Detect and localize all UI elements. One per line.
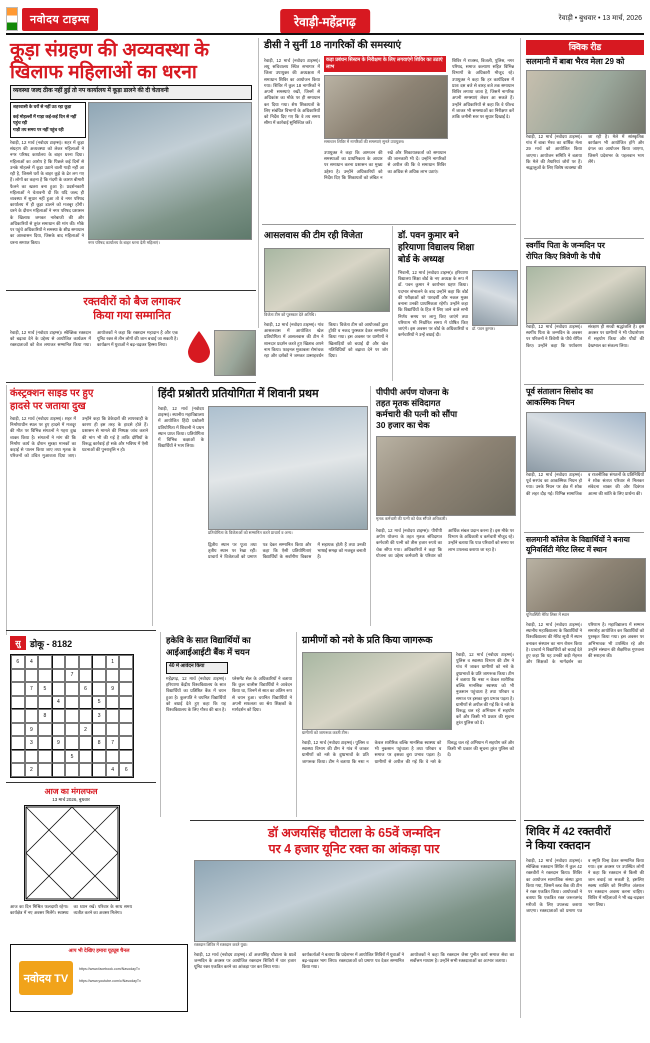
blood-body: रेवाड़ी, 12 मार्च (नवोदय टाइम्स)। स्वैच्छिक रक्तदान को बढ़ावा देने के उद्देश्य से आयोजित कार्यक्रम में रक्तदाताओं को बैज लगाकर सम्मानित किया गया। आयोजकों ने कहा कि रक्तदान महादान है और एक यूनिट रक्त से तीन लोगों की जान बचाई जा सकती है। कार्यक्रम में युवाओं ने बढ़-चढ़कर हिस्सा लिया। (10, 330, 178, 348)
divider (190, 820, 516, 821)
ppp-body: रेवाड़ी, 12 मार्च (नवोदय टाइम्स)। पीपीपी अर्पण योजना के तहत मृतक संविदागत कर्मचारी की पत्नी को तीस हजार रुपये का चेक सौंपा गया। अधिकारियों ने कहा कि योजना का उद्देश्य कर्मचारी के परिवार को आर्थिक संबल प्रदान करना है। इस मौके पर विभाग के अधिकारी व कर्मचारी मौजूद रहे। उन्होंने बताया कि पात्र परिवारों को समय पर लाभ उपलब्ध कराया जा रहा है। (376, 528, 514, 558)
dc-headline: डीसी ने सुनीं 18 नागरिकों की समस्याएं (264, 40, 402, 51)
chautala-headline-2: पर 4 हजार यूनिट रक्त का आंकड़ा पार (268, 842, 440, 856)
divider (262, 224, 516, 225)
ad-facebook-link[interactable]: https://www.facebook.com/NavodayTv (79, 967, 140, 971)
sudoku-cell[interactable] (38, 723, 52, 737)
masthead (6, 6, 644, 32)
chautala-body-left: रेवाड़ी, 12 मार्च (नवोदय टाइम्स)। डॉ अजयसिंह चौटाला के 65वें जन्मदिन के अवसर पर आयोजित रक्तदान शिविरों में चार हजार यूनिट रक्त एकत्रित करने का आंकड़ा पार कर लिया गया। (194, 952, 296, 970)
sudoku-cell[interactable] (38, 696, 52, 710)
dc-right-body: शिविर में राजस्व, बिजली, पुलिस, नगर परिषद, समाज कल्याण सहित विभिन्न विभागों के अधिकारी मौजूद रहे। उपायुक्त ने कहा कि हर कार्यदिवस में प्रातः दस बजे से बारह बजे तक समाधान शिविर लगाया जाता है, जिसमें नागरिक अपनी समस्याएं लेकर आ सकते हैं। उन्होंने अधिकारियों से कहा कि वे फील्ड में जाकर भी समस्याओं का निरीक्षण करें ताकि जमीनी स्तर पर सुधार दिखाई दे। (452, 58, 514, 119)
sudoku-cell[interactable]: 9 (52, 736, 66, 750)
divider (152, 386, 153, 626)
sudoku-cell[interactable]: 5 (65, 750, 79, 764)
dc-lead-body: रेवाड़ी, 12 मार्च (नवोदय टाइम्स)। लघु सचिवालय स्थित सभागार में जिला उपायुक्त की अध्यक्षता में समाधान शिविर का आयोजन किया गया। शिविर में कुल 18 नागरिकों ने अपनी समस्याएं रखीं, जिनमें से अधिकांश का मौके पर ही समाधान कर दिया गया। शेष शिकायतों के लिए संबंधित विभागों के अधिकारियों को निर्देश दिए गए कि वे तय समय सीमा में कार्रवाई सुनिश्चित करें। (264, 58, 320, 126)
sudoku-cell[interactable] (92, 655, 106, 669)
lead-bullet-1: कई मोहल्लों में गाड़ा कई-कई दिन से नहीं पहुंच रही (13, 114, 77, 125)
ad-box[interactable] (10, 944, 188, 1012)
sudoku-cell[interactable] (79, 709, 93, 723)
sudoku-cell[interactable] (106, 669, 120, 683)
nasha-photo-caption: ग्रामीणों को जागरूक करती टीम। (302, 730, 349, 735)
awareness-drive-photo (302, 652, 452, 730)
sudoku-cell[interactable] (106, 723, 120, 737)
divider (258, 38, 259, 328)
sudoku-cell[interactable] (106, 709, 120, 723)
ad-line1: आप भी देखिए हमारा यूट्यूब चैनल (68, 948, 130, 954)
nasha-body: रेवाड़ी, 12 मार्च (नवोदय टाइम्स)। पुलिस व स्वास्थ्य विभाग की टीम ने गांव में जाकर ग्रामीणों को नशे के दुष्प्रभावों के प्रति जागरूक किया। टीम ने बताया कि नशा न केवल शारीरिक बल्कि मानसिक स्वास्थ्य को भी नुकसान पहुंचाता है तथा परिवार व समाज पर इसका बुरा प्रभाव पड़ता है। ग्रामीणों से अपील की गई कि वे नशे के विरुद्ध चल रहे अभियान में सहयोग करें और किसी भी प्रकार की सूचना तुरंत पुलिस को दें। (302, 740, 514, 764)
quick-read-title: क्विक रीड (526, 40, 644, 55)
divider (6, 385, 7, 635)
nasha-headline: ग्रामीणों को नशे के प्रति किया जागरूक (302, 635, 433, 646)
horoscope-body: आज का दिन मिश्रित फलदायी रहेगा। कार्यक्षेत्र में नए अवसर मिलेंगे। स्वास्थ्य का ध्यान रखें। परिवार के साथ समय व्यतीत करने का अवसर मिलेगा। (10, 904, 132, 916)
qr-2-body: रेवाड़ी, 12 मार्च (नवोदय टाइम्स)। पूर्व सरपंच का आकस्मिक निधन हो गया। उनके निधन पर क्षेत्र में शोक की लहर दौड़ गई। विभिन्न सामाजिक व राजनीतिक संगठनों के प्रतिनिधियों ने शोक संतप्त परिवार से मिलकर संवेदना व्यक्त की और दिवंगत आत्मा की शांति के लिए प्रार्थना की। (526, 472, 644, 496)
sudoku-cell[interactable]: 5 (38, 682, 52, 696)
sudoku-cell[interactable] (119, 723, 133, 737)
construction-body: रेवाड़ी, 12 मार्च (नवोदय टाइम्स)। शहर में निर्माणाधीन स्थल पर हुए हादसे में मजदूर की मौत पर विभिन्न संगठनों ने गहरा दुख व्यक्त किया है। संगठनों ने मांग की कि निर्माण कार्य के दौरान सुरक्षा मानकों का कड़ाई से पालन किया जाए तथा मृतक के परिजनों को उचित मुआवजा दिया जाए। उन्होंने कहा कि ठेकेदारों की लापरवाही के कारण ही इस तरह के हादसे होते हैं। प्रशासन से मामले की निष्पक्ष जांच कराने की मांग भी की गई है ताकि दोषियों के विरुद्ध कार्रवाई हो सके और भविष्य में ऐसी घटनाओं की पुनरावृत्ति न हो। (10, 416, 148, 459)
sudoku-cell[interactable] (79, 750, 93, 764)
blood-headline-1: रक्तवीरों को बैज लगाकर (83, 296, 181, 308)
sudoku-badge: सु (10, 636, 26, 650)
sudoku-cell[interactable] (11, 696, 25, 710)
chautala-photo-caption: रक्तदान शिविर में रक्तदान करते युवा। (194, 942, 248, 947)
divider (524, 532, 644, 533)
sudoku-cell[interactable] (11, 682, 25, 696)
qr-3-headline-1: सलमानी कॉलेज के विद्यार्थियों ने बनाया (526, 535, 630, 544)
sudoku-cell[interactable] (65, 736, 79, 750)
sudoku-cell[interactable]: 9 (25, 723, 39, 737)
divider (524, 238, 644, 239)
masthead-rule (6, 33, 644, 35)
sudoku-cell[interactable] (52, 682, 66, 696)
qr-2-headline-2: आकस्मिक निधन (526, 398, 575, 407)
sudoku-cell[interactable] (52, 750, 66, 764)
hakevi-headline-1: हकेवि के सात विद्यार्थियों का (166, 635, 251, 645)
nasha-body-side: रेवाड़ी, 12 मार्च (नवोदय टाइम्स)। पुलिस व स्वास्थ्य विभाग की टीम ने गांव में जाकर ग्रामीणों को नशे के दुष्प्रभावों के प्रति जागरूक किया। टीम ने बताया कि नशा न केवल शारीरिक बल्कि मानसिक स्वास्थ्य को भी नुकसान पहुंचाता है तथा परिवार व समाज पर इसका बुरा प्रभाव पड़ता है। ग्रामीणों से अपील की गई कि वे नशे के विरुद्ध चल रहे अभियान में सहयोग करें और किसी भी प्रकार की सूचना तुरंत पुलिस को दें। (456, 652, 514, 726)
chautala-body-mid: कार्यकर्ताओं ने बताया कि प्रदेशभर में आयोजित शिविरों में युवाओं ने बढ़-चढ़कर भाग लिया। रक्तदाताओं को प्रमाण पत्र देकर सम्मानित किया गया। (302, 952, 405, 970)
lead-subhead: व्यवस्था जल्द ठीक नहीं हुई तो नप कार्यालय में कूड़ा डालने की दी चेतावनी (13, 88, 169, 94)
sudoku-cell[interactable] (119, 655, 133, 669)
sudoku-cell[interactable] (119, 682, 133, 696)
sudoku-cell[interactable]: 4 (25, 655, 39, 669)
sudoku-cell[interactable] (11, 763, 25, 777)
sudoku-cell[interactable] (79, 763, 93, 777)
kavita-body: रेवाड़ी, 12 मार्च (नवोदय टाइम्स)। गांव आसलवास में आयोजित खेल प्रतियोगिता में आसलवास की टीम ने शानदार प्रदर्शन करते हुए खिताब अपने नाम किया। फाइनल मुकाबला रोमांचक रहा और दर्शकों ने जमकर उत्साहवर्धन किया। विजेता टीम को आयोजकों द्वारा ट्रॉफी व नकद पुरस्कार देकर सम्मानित किया गया। इस अवसर पर ग्रामीणों ने खिलाड़ियों को बधाई दी और खेल गतिविधियों को बढ़ावा देने पर जोर दिया। (264, 322, 388, 359)
shivir-headline-2: ने किया रक्तदान (526, 840, 591, 852)
dc-box-body: उपायुक्त ने कहा कि आमजन की समस्याओं का प्राथमिकता के आधार पर समाधान करना प्रशासन का मुख्य उद्देश्य है। उन्होंने अधिकारियों को निर्देश दिए कि शिकायतों को लंबित न रखें और शिकायतकर्ता को समाधान की जानकारी भी दें। उन्होंने नागरिकों से अपील की कि वे समाधान शिविर का अधिक से अधिक लाभ उठाएं। (324, 150, 446, 180)
sudoku-cell[interactable] (92, 682, 106, 696)
lead-body: रेवाड़ी, 12 मार्च (नवोदय टाइम्स)। शहर में कूड़ा संग्रहण की अव्यवस्था को लेकर महिलाओं ने नगर परिषद कार्यालय के बाहर धरना दिया। महिलाओं का आरोप है कि पिछले कई दिनों से उनके मोहल्ले में कूड़ा उठाने वाली गाड़ी नहीं आ रही है, जिससे घरों के बाहर कूड़े के ढेर लग गए हैं। लोगों का कहना है कि गंदगी के कारण बीमारी फैलने का खतरा बना हुआ है। प्रदर्शनकारी महिलाओं ने चेतावनी दी कि यदि जल्द ही व्यवस्था में सुधार नहीं हुआ तो वे नगर परिषद कार्यालय में ही कूड़ा डालने को मजबूर होंगी। धरने के दौरान महिलाओं ने नगर परिषद प्रशासन के खिलाफ जमकर नारेबाजी की और अधिकारियों से तुरंत समाधान की मांग की। मौके पर पहुंचे अधिकारियों ने समस्या के शीघ्र समाधान का आश्वासन दिया, जिसके बाद महिलाओं ने धरना समाप्त किया। (10, 140, 84, 245)
sudoku-cell[interactable] (106, 750, 120, 764)
kavita-headline: आसलवास की टीम रही विजेता (264, 230, 363, 240)
hindi-contest-headline: हिंदी प्रश्नोतरी प्रतियोगिता में शिवानी प्रथम (158, 388, 319, 400)
dc-photo-caption: समाधान शिविर में नागरिकों की समस्याएं सुनते उपायुक्त। (324, 139, 405, 144)
blood-drop-icon (186, 330, 212, 364)
sudoku-cell[interactable]: 3 (92, 709, 106, 723)
horoscope-title: आज का मंगलफल (44, 787, 98, 796)
sudoku-cell[interactable] (119, 696, 133, 710)
ad-brand: नवोदय TV (23, 972, 69, 985)
construction-headline-1: कंस्ट्रक्शन साइड पर हुए (10, 388, 94, 399)
divider (6, 382, 256, 383)
sudoku-cell[interactable] (25, 709, 39, 723)
qr-0-body: रेवाड़ी, 12 मार्च (नवोदय टाइम्स)। गांव में बाबा भैरव का वार्षिक मेला 29 मार्च को आयोजित किया जाएगा। आयोजन समिति ने बताया कि मेले की तैयारियां जोरों पर हैं। श्रद्धालुओं के लिए विशेष व्यवस्था की जा रही है। मेले में सांस्कृतिक कार्यक्रम भी आयोजित होंगे और दंगल का आयोजन किया जाएगा, जिसमें प्रदेशभर के पहलवान भाग लेंगे। (526, 134, 644, 171)
qr-3-body: रेवाड़ी, 12 मार्च (नवोदय टाइम्स)। स्थानीय महाविद्यालय के विद्यार्थियों ने विश्वविद्यालय की मेरिट सूची में स्थान बनाकर संस्थान का नाम रोशन किया है। प्राचार्य ने विद्यार्थियों को बधाई देते हुए कहा कि यह उनकी कड़ी मेहनत और शिक्षकों के मार्गदर्शन का परिणाम है। महाविद्यालय में सम्मान समारोह आयोजित कर विद्यार्थियों को पुरस्कृत किया गया। इस अवसर पर अभिभावक भी उपस्थित रहे और उन्होंने संस्थान की शैक्षणिक गुणवत्ता की सराहना की। (526, 622, 644, 665)
sudoku-cell[interactable] (65, 723, 79, 737)
sudoku-cell[interactable] (92, 763, 106, 777)
sudoku-cell[interactable] (52, 723, 66, 737)
divider (370, 386, 371, 626)
navoday-tv-logo-icon (19, 961, 73, 995)
blood-camp-photo (194, 860, 516, 942)
pawan-headline-2: हरियाणा विद्यालय शिक्षा (398, 242, 475, 252)
divider (296, 632, 297, 817)
sudoku-cell[interactable] (79, 696, 93, 710)
hakevi-headline-2: आईआईआईटी बैंक में चयन (166, 647, 250, 657)
sudoku-cell[interactable] (79, 669, 93, 683)
qr-3-caption: यूनिवर्सिटी मेरिट लिस्ट में स्थान (526, 612, 570, 617)
qr-1-body: रेवाड़ी, 12 मार्च (नवोदय टाइम्स)। स्वर्गीय पिता के जन्मदिन के अवसर पर परिजनों ने त्रिवेणी के पौधे रोपित किए। उन्होंने कहा कि पर्यावरण संरक्षण ही सच्ची श्रद्धांजलि है। इस अवसर पर ग्रामीणों ने भी पौधारोपण में सहयोग किया और पौधों की देखभाल का संकल्प लिया। (526, 324, 644, 348)
dr-pawan-kumar-photo (472, 270, 518, 326)
sudoku-cell[interactable] (11, 750, 25, 764)
chautala-headline-1: डॉ अजयसिंह चौटाला के 65वें जन्मदिन (267, 826, 441, 840)
edition-title: रेवाड़ी-महेंद्रगढ़ (280, 9, 370, 34)
ad-youtube-link[interactable]: https://www.youtube.com/c/NavodayTv (79, 979, 141, 983)
sudoku-cell[interactable] (106, 696, 120, 710)
sudoku-cell[interactable]: 6 (119, 763, 133, 777)
divider (520, 38, 521, 1018)
sudoku-cell[interactable] (11, 709, 25, 723)
qr-1-headline-1: स्वर्गीय पिता के जन्मदिन पर (526, 241, 605, 250)
sudoku-cell[interactable] (38, 655, 52, 669)
chautala-body-right: आयोजकों ने कहा कि रक्तदान जैसा पुनीत कार्य समाज सेवा का सर्वोत्तम माध्यम है। उन्होंने सभी रक्तदाताओं का आभार जताया। (410, 952, 514, 964)
lead-headline-2: खिलाफ महिलाओं का धरना (10, 62, 197, 83)
shivir-body: रेवाड़ी, 12 मार्च (नवोदय टाइम्स)। स्वैच्छिक रक्तदान शिविर में कुल 42 रक्तवीरों ने रक्तदान किया। शिविर का आयोजन सामाजिक संस्था द्वारा किया गया, जिसमें ब्लड बैंक की टीम ने रक्त एकत्रित किया। आयोजकों ने बताया कि एकत्रित रक्त जरूरतमंद मरीजों के लिए उपलब्ध कराया जाएगा। रक्तदाताओं को प्रमाण पत्र व स्मृति चिन्ह देकर सम्मानित किया गया। इस अवसर पर उपस्थित लोगों ने कहा कि रक्तदान से किसी की जान बचाई जा सकती है, इसलिए स्वस्थ व्यक्ति को नियमित अंतराल पर रक्तदान अवश्य करना चाहिए। शिविर में महिलाओं ने भी बढ़-चढ़कर भाग लिया। (526, 858, 644, 913)
sudoku-cell[interactable] (52, 669, 66, 683)
sudoku-cell[interactable]: 6 (11, 655, 25, 669)
sudoku-cell[interactable]: 1 (106, 655, 120, 669)
newspaper-logo: नवोदय टाइम्स (22, 8, 98, 31)
lead-bullet-2: गाड़ी तय समय पर नहीं पहुंच रही (13, 127, 64, 132)
sudoku-cell[interactable]: 2 (25, 763, 39, 777)
hindi-contest-body-right: द्वितीय स्थान पर पूजा तथा तृतीय स्थान पर रेखा रहीं। प्राचार्य ने विजेताओं को प्रमाण पत्र देकर सम्मानित किया और कहा कि ऐसी प्रतियोगिताएं विद्यार्थियों के सर्वांगीण विकास में सहायक होती हैं तथा उनकी भाषाई समझ को मजबूत बनाती हैं। (208, 542, 366, 560)
lead-bullet-0: शहरवासी के घरों से नहीं उठ रहा कूड़ा (13, 104, 72, 109)
sudoku-cell[interactable]: 2 (79, 723, 93, 737)
pawan-headline-3: बोर्ड के अध्यक्ष (398, 254, 445, 264)
pawan-body: भिवानी, 12 मार्च (नवोदय टाइम्स)। हरियाणा विद्यालय शिक्षा बोर्ड के नए अध्यक्ष के रूप में डॉ. पवन कुमार ने कार्यभार ग्रहण किया। पदभार संभालने के बाद उन्होंने कहा कि बोर्ड की परीक्षाओं को पारदर्शी और नकल मुक्त बनाना उनकी प्राथमिकता रहेगी। उन्होंने कहा कि विद्यार्थियों के हित में लिए जाने वाले सभी निर्णय समय पर लागू किए जाएंगे तथा परिणाम भी निर्धारित समय में घोषित किए जाएंगे। इस अवसर पर बोर्ड के अधिकारियों व कर्मचारियों ने उन्हें बधाई दी। (398, 270, 468, 338)
sudoku-cell[interactable] (92, 750, 106, 764)
divider (6, 630, 156, 631)
sudoku-cell[interactable]: 7 (65, 669, 79, 683)
sudoku-cell[interactable] (119, 750, 133, 764)
sudoku-cell[interactable] (79, 655, 93, 669)
divider (392, 226, 393, 381)
sudoku-cell[interactable] (38, 669, 52, 683)
women-protest-photo (88, 102, 252, 240)
sudoku-cell[interactable]: 7 (25, 682, 39, 696)
sudoku-cell[interactable] (38, 750, 52, 764)
sudoku-cell[interactable] (52, 655, 66, 669)
sudoku-cell[interactable] (65, 682, 79, 696)
qr-0-headline: सलमानी में बाबा भैरव मेला 29 को (526, 57, 625, 66)
hindi-contest-photo-caption: प्रतियोगिता के विजेताओं को सम्मानित करते प्राचार्य व अन्य। (208, 530, 293, 535)
sudoku-cell[interactable]: 8 (92, 736, 106, 750)
sudoku-cell[interactable] (65, 655, 79, 669)
sudoku-cell[interactable]: 9 (106, 682, 120, 696)
edition-date: रेवाड़ी • बुधवार • 13 मार्च, 2026 (558, 15, 642, 22)
sudoku-cell[interactable]: 4 (106, 763, 120, 777)
sudoku-cell[interactable] (92, 723, 106, 737)
qr-2-headline-1: पूर्व संतालान सिसोद का (526, 387, 594, 396)
hakevi-body: महेंद्रगढ़, 12 मार्च (नवोदय टाइम्स)। हरियाणा केंद्रीय विश्वविद्यालय के सात विद्यार्थियों का प्रतिष्ठित बैंक में चयन हुआ है। कुलपति ने चयनित विद्यार्थियों को बधाई देते हुए कहा कि यह विश्वविद्यालय के लिए गौरव की बात है। प्लेसमेंट सेल के अधिकारियों ने बताया कि कुल चालीस विद्यार्थियों ने आवेदन किया था, जिनमें से सात का अंतिम रूप से चयन हुआ। चयनित विद्यार्थियों ने अपनी सफलता का श्रेय शिक्षकों के मार्गदर्शन को दिया। (166, 676, 292, 713)
ppp-headline-3: कर्मचारी की पत्नी को सौंपा (376, 409, 458, 419)
pawan-headline-1: डॉ. पवन कुमार बने (398, 230, 459, 240)
sudoku-cell[interactable] (119, 709, 133, 723)
sudoku-cell[interactable]: 3 (25, 736, 39, 750)
sudoku-cell[interactable] (25, 696, 39, 710)
sudoku-cell[interactable]: 8 (38, 709, 52, 723)
sudoku-cell[interactable] (79, 736, 93, 750)
sudoku-cell[interactable] (92, 669, 106, 683)
india-flag-icon (6, 7, 18, 31)
sudoku-cell[interactable] (119, 669, 133, 683)
sudoku-cell[interactable]: 7 (106, 736, 120, 750)
construction-headline-2: हादसे पर जताया दुख (10, 401, 86, 412)
ppp-photo-caption: मृतक कर्मचारी की पत्नी को चेक सौंपते अधिकारी। (376, 516, 447, 521)
ppp-headline-1: पीपीपी अर्पण योजना के (376, 387, 449, 397)
kundli-chart (24, 805, 120, 901)
sudoku-cell[interactable] (11, 736, 25, 750)
lead-headline-1: कूड़ा संग्रहण की अव्यवस्था के (10, 40, 209, 61)
mela-photo (526, 70, 646, 134)
sudoku-cell[interactable] (65, 709, 79, 723)
sudoku-cell[interactable] (52, 709, 66, 723)
divider (160, 632, 161, 817)
kavita-photo-caption: विजेता टीम को पुरस्कार देते अतिथि। (264, 312, 316, 317)
hindi-contest-photo (208, 406, 368, 530)
qr-1-headline-2: रोपित किए त्रिवेणी के पौधे (526, 252, 601, 261)
sudoku-cell[interactable] (38, 736, 52, 750)
sudoku-cell[interactable]: 6 (79, 682, 93, 696)
dc-box-title: कड़ा प्रबंधन सिस्टम के निरीक्षण के लिए लगवाएंगे शिविर का उठाएं लाभ (326, 57, 443, 70)
plantation-photo (526, 266, 646, 324)
ppp-headline-2: तहत मृतक संविदागत (376, 398, 441, 408)
sudoku-cell[interactable]: 5 (92, 696, 106, 710)
sudoku-cell[interactable] (25, 669, 39, 683)
winning-team-photo (264, 248, 390, 312)
blood-headline-2: किया गया सम्मानित (93, 310, 171, 322)
sudoku-title: डोकू - 8182 (30, 639, 73, 649)
divider (524, 820, 644, 821)
divider (524, 384, 644, 385)
sudoku-cell[interactable] (52, 763, 66, 777)
dc-meeting-photo (324, 75, 448, 139)
sudoku-cell[interactable] (11, 723, 25, 737)
sudoku-cell[interactable] (25, 750, 39, 764)
pawan-photo-caption: डॉ. पवन कुमार। (472, 326, 495, 331)
divider (6, 782, 156, 783)
hakevi-subbox-label: 40 में आवेदन किया (169, 663, 205, 669)
sudoku-cell[interactable] (38, 763, 52, 777)
shivir-headline-1: शिविर में 42 रक्तवीरों (526, 826, 611, 838)
merit-students-photo (526, 558, 646, 612)
sudoku-cell[interactable] (65, 763, 79, 777)
sudoku-grid[interactable] (10, 654, 134, 778)
lead-photo-caption: नगर परिषद कार्यालय के बाहर धरना देती महिलाएं। (88, 240, 160, 245)
obituary-photo (526, 412, 646, 472)
sudoku-cell[interactable]: 4 (52, 696, 66, 710)
sudoku-cell[interactable] (11, 669, 25, 683)
divider (6, 290, 256, 291)
cheque-handover-photo (376, 436, 516, 516)
sudoku-cell[interactable] (65, 696, 79, 710)
blood-donation-photo (214, 330, 256, 376)
sudoku-cell[interactable] (119, 736, 133, 750)
horoscope-date: 13 मार्च 2026, बुधवार (52, 797, 90, 802)
qr-3-headline-2: यूनिवर्सिटी मेरिट लिस्ट में स्थान (526, 545, 607, 554)
hindi-contest-body-left: रेवाड़ी, 12 मार्च (नवोदय टाइम्स)। स्थानीय महाविद्यालय में आयोजित हिंदी प्रश्नोतरी प्रतियोगिता में शिवानी ने प्रथम स्थान प्राप्त किया। प्रतियोगिता में विभिन्न कक्षाओं के विद्यार्थियों ने भाग लिया। (158, 406, 204, 449)
ppp-headline-4: 30 हजार का चेक (376, 420, 430, 430)
